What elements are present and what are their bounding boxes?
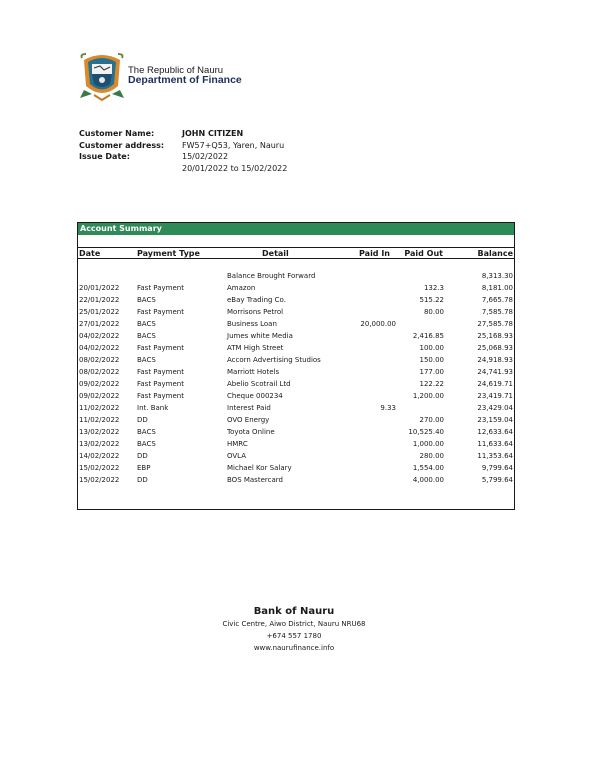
row-balance: 23,159.04 <box>477 416 513 424</box>
coat-of-arms-seal <box>78 50 126 102</box>
row-balance: 25,168.93 <box>477 332 513 340</box>
bank-website: www.naurufinance.info <box>253 644 335 652</box>
row-detail: Cheque 000234 <box>227 392 283 400</box>
row-payment-type: Fast Payment <box>137 392 184 400</box>
row-payment-type: BACS <box>137 320 156 328</box>
republic-title: The Republic of Nauru <box>128 64 224 76</box>
row-balance: 24,741.93 <box>477 368 513 376</box>
row-balance: 7,585.78 <box>481 308 513 316</box>
row-balance: 8,313.30 <box>481 272 513 280</box>
table-row <box>78 463 514 475</box>
row-paid-out: 1,200.00 <box>412 392 444 400</box>
row-detail: Balance Brought Forward <box>227 272 316 280</box>
row-paid-in: 20,000.00 <box>360 320 396 328</box>
row-paid-out: 150.00 <box>419 356 444 364</box>
table-row <box>78 439 514 451</box>
row-balance: 8,181.00 <box>481 284 513 292</box>
table-row <box>78 391 514 403</box>
table-row <box>78 319 514 331</box>
table-row <box>78 451 514 463</box>
row-payment-type: EBP <box>137 464 151 472</box>
row-paid-out: 4,000.00 <box>412 476 444 484</box>
row-detail: Toyota Online <box>227 428 275 436</box>
row-date: 11/02/2022 <box>79 404 120 412</box>
row-payment-type: DD <box>137 476 148 484</box>
header-paid-in: Paid In <box>359 249 390 258</box>
table-row <box>78 307 514 319</box>
row-detail: OVO Energy <box>227 416 270 424</box>
row-date: 22/01/2022 <box>79 296 120 304</box>
customer-name-label: Customer Name: <box>79 129 155 139</box>
row-date: 09/02/2022 <box>79 380 120 388</box>
row-paid-out: 80.00 <box>423 308 444 316</box>
row-paid-out: 270.00 <box>419 416 444 424</box>
row-paid-out: 100.00 <box>419 344 444 352</box>
row-payment-type: BACS <box>137 332 156 340</box>
row-balance: 11,353.64 <box>477 452 513 460</box>
table-row <box>78 415 514 427</box>
header-date: Date <box>79 249 101 258</box>
row-payment-type: Fast Payment <box>137 368 184 376</box>
row-balance: 23,429.04 <box>477 404 513 412</box>
row-balance: 12,633.64 <box>477 428 513 436</box>
table-row <box>78 283 514 295</box>
row-paid-out: 1,000.00 <box>412 440 444 448</box>
row-balance: 27,585.78 <box>477 320 513 328</box>
row-detail: BOS Mastercard <box>227 476 283 484</box>
row-date: 15/02/2022 <box>79 464 120 472</box>
row-date: 04/02/2022 <box>79 332 120 340</box>
row-payment-type: BACS <box>137 296 156 304</box>
row-payment-type: DD <box>137 452 148 460</box>
row-payment-type: Fast Payment <box>137 308 184 316</box>
row-paid-out: 132.3 <box>423 284 444 292</box>
bank-address: Civic Centre, Aiwo District, Nauru NRU68 <box>222 620 366 628</box>
row-detail: Morrisons Petrol <box>227 308 284 316</box>
row-paid-out: 515.22 <box>419 296 444 304</box>
table-row <box>78 271 514 283</box>
bank-phone: +674 557 1780 <box>266 632 322 640</box>
row-detail: Amazon <box>227 284 256 292</box>
table-row <box>78 295 514 307</box>
table-row <box>78 379 514 391</box>
bank-name: Bank of Nauru <box>253 606 335 617</box>
row-paid-out: 10,525.40 <box>408 428 444 436</box>
table-row <box>78 355 514 367</box>
row-payment-type: BACS <box>137 440 156 448</box>
row-balance: 25,068.93 <box>477 344 513 352</box>
row-date: 13/02/2022 <box>79 440 120 448</box>
table-row <box>78 343 514 355</box>
department-title: Department of Finance <box>128 74 242 87</box>
row-detail: OVLA <box>227 452 247 460</box>
row-balance: 9,799.64 <box>481 464 513 472</box>
row-date: 09/02/2022 <box>79 392 120 400</box>
customer-details <box>79 128 287 174</box>
row-date: 20/01/2022 <box>79 284 120 292</box>
customer-name-value: JOHN CITIZEN <box>182 129 244 139</box>
row-detail: Marriott Hotels <box>227 368 280 376</box>
table-body <box>78 271 514 487</box>
row-detail: eBay Trading Co. <box>227 296 286 304</box>
issue-date-label: Issue Date: <box>79 152 130 162</box>
row-balance: 7,665.78 <box>481 296 513 304</box>
row-payment-type: Fast Payment <box>137 284 184 292</box>
table-header <box>78 247 514 259</box>
row-date: 15/02/2022 <box>79 476 120 484</box>
account-summary-title: Account Summary <box>78 223 514 235</box>
row-balance: 5,799.64 <box>481 476 513 484</box>
row-paid-out: 1,554.00 <box>412 464 444 472</box>
header-detail: Detail <box>262 249 289 258</box>
row-paid-out: 177.00 <box>419 368 444 376</box>
table-row <box>78 331 514 343</box>
row-detail: ATM High Street <box>227 344 284 352</box>
account-summary-table <box>77 222 515 510</box>
row-balance: 23,419.71 <box>477 392 513 400</box>
row-paid-out: 122.22 <box>419 380 444 388</box>
row-date: 27/01/2022 <box>79 320 120 328</box>
statement-period: 20/01/2022 to 15/02/2022 <box>182 163 288 173</box>
row-date: 13/02/2022 <box>79 428 120 436</box>
row-payment-type: BACS <box>137 356 156 364</box>
table-row <box>78 367 514 379</box>
header-payment-type: Payment Type <box>137 249 200 258</box>
letterhead <box>78 50 242 102</box>
row-detail: Interest Paid <box>227 404 271 412</box>
row-date: 04/02/2022 <box>79 344 120 352</box>
issue-date-value: 15/02/2022 <box>182 152 229 162</box>
customer-address-label: Customer address: <box>79 140 165 150</box>
table-row <box>78 403 514 415</box>
header-paid-out: Paid Out <box>404 249 443 258</box>
customer-address-value: FW57+Q53, Yaren, Nauru <box>182 140 285 150</box>
row-date: 11/02/2022 <box>79 416 120 424</box>
row-payment-type: Fast Payment <box>137 344 184 352</box>
row-detail: Accorn Advertising Studios <box>227 356 321 364</box>
row-detail: Abelio Scotrail Ltd <box>227 380 291 388</box>
row-detail: Michael Kor Salary <box>227 464 292 472</box>
row-paid-in: 9.33 <box>380 404 396 412</box>
row-payment-type: DD <box>137 416 148 424</box>
row-date: 14/02/2022 <box>79 452 120 460</box>
row-paid-out: 280.00 <box>419 452 444 460</box>
table-row <box>78 475 514 487</box>
table-row <box>78 427 514 439</box>
row-detail: HMRC <box>227 440 248 448</box>
row-date: 08/02/2022 <box>79 356 120 364</box>
header-balance: Balance <box>477 249 513 258</box>
row-date: 08/02/2022 <box>79 368 120 376</box>
bank-footer <box>0 606 600 654</box>
row-balance: 11,633.64 <box>477 440 513 448</box>
row-balance: 24,918.93 <box>477 356 513 364</box>
row-payment-type: Int. Bank <box>137 404 169 412</box>
row-payment-type: Fast Payment <box>137 380 184 388</box>
row-paid-out: 2,416.85 <box>412 332 444 340</box>
row-detail: Jumes white Media <box>227 332 293 340</box>
row-balance: 24,619.71 <box>477 380 513 388</box>
row-payment-type: BACS <box>137 428 156 436</box>
row-date: 25/01/2022 <box>79 308 120 316</box>
row-detail: Business Loan <box>227 320 277 328</box>
